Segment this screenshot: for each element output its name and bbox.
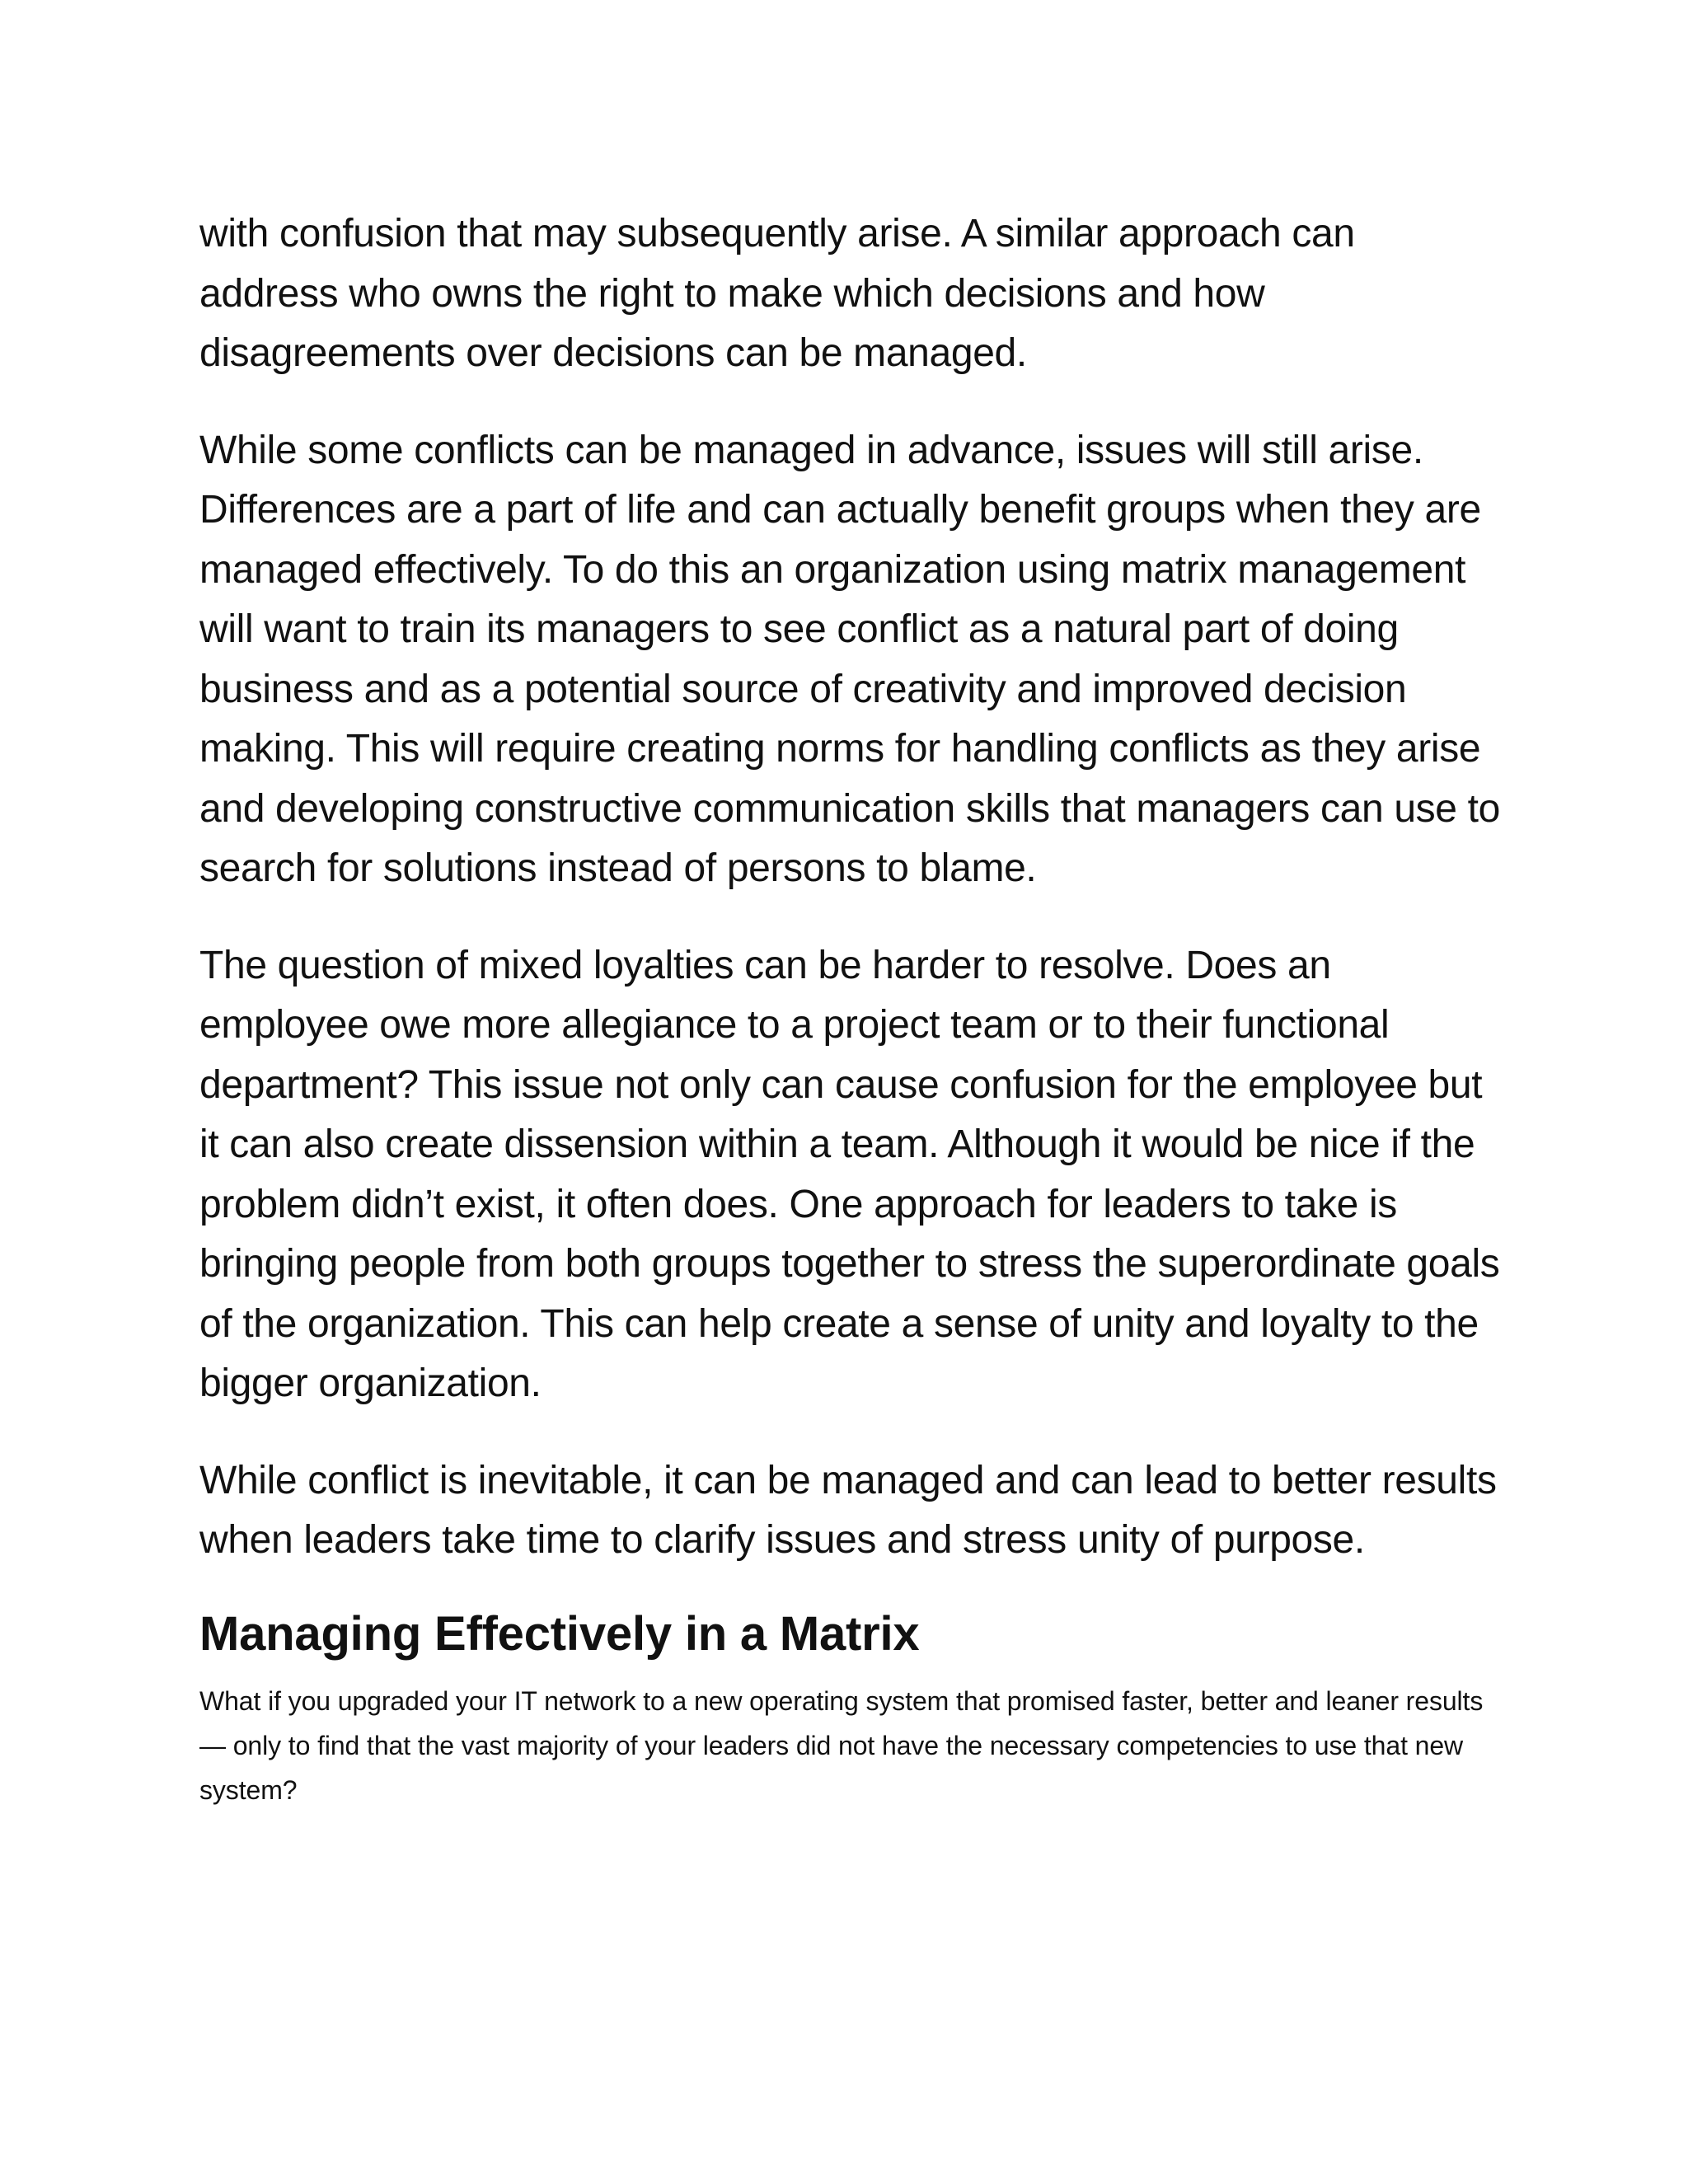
section-heading: Managing Effectively in a Matrix	[199, 1606, 920, 1661]
document-page	[199, 204, 1502, 1812]
body-paragraph: While some conflicts can be managed in advance, issues will still arise. Differences are a part of life and can actually benefit groups when they are managed effectively. To do this an organization using matrix management will want to train its managers to see conflict as a natural part of doing business and as a potential source of creativity and improved decision making. This will require creating norms for handling conflicts as they arise and developing constructive communication skills that managers can use to search for solutions instead of persons to blame.	[199, 428, 1500, 890]
body-paragraph: with confusion that may subsequently arise. A similar approach can address who owns the right to make which decisions and how disagreements over decisions can be managed.	[199, 212, 1355, 375]
intro-paragraph: What if you upgraded your IT network to a new operating system that promised faster, better and leaner results — only to find that the vast majority of your leaders did not have the necessary competencies to use that new system?	[199, 1685, 1484, 1805]
body-paragraph: While conflict is inevitable, it can be managed and can lead to better results when leaders take time to clarify issues and stress unity of purpose.	[199, 1458, 1497, 1562]
body-paragraph: The question of mixed loyalties can be harder to resolve. Does an employee owe more allegiance to a project team or to their functional department? This issue not only can cause confusion for the employee but it can also create dissension within a team. Although it would be nice if the problem didn’t exist, it often does. One approach for leaders to take is bringing people from both groups together to stress the superordinate goals of the organization. This can help create a sense of unity and loyalty to the bigger organization.	[199, 943, 1500, 1405]
